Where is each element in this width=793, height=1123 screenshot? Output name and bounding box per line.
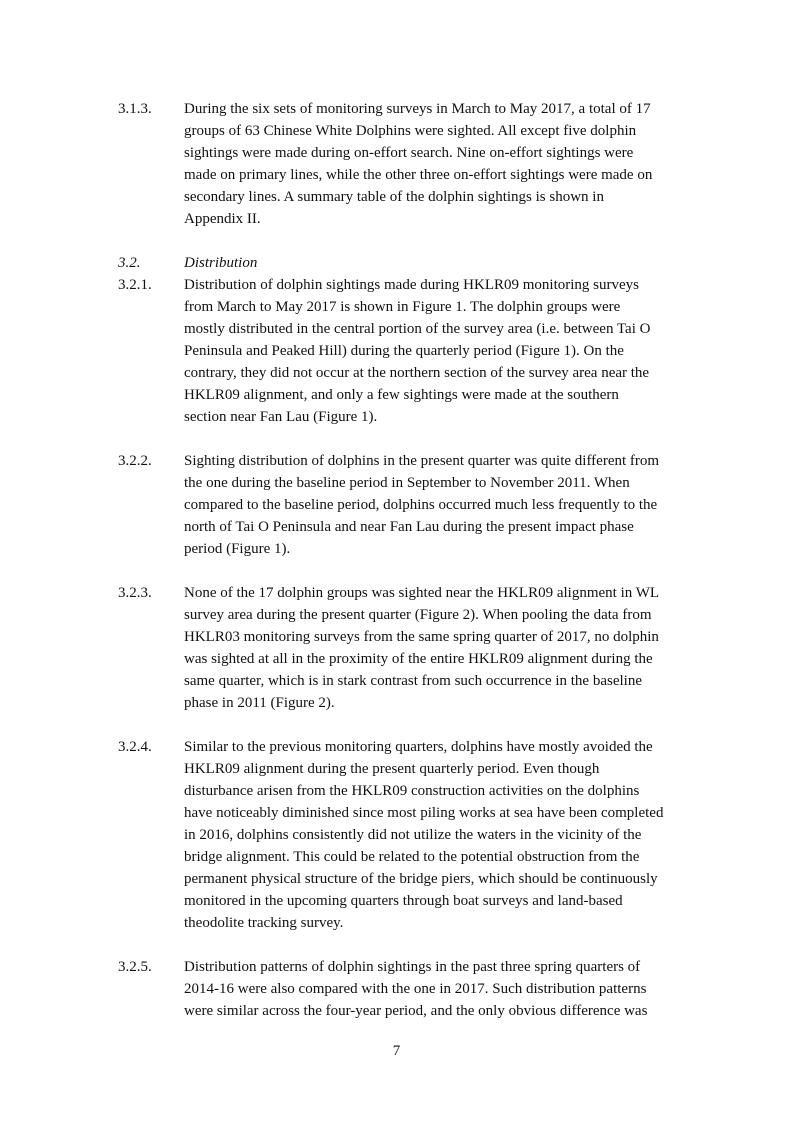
text-line: monitored in the upcoming quarters through boat surveys and land-based xyxy=(184,893,623,909)
paragraph-3-2-5 xyxy=(118,956,698,1022)
paragraph-number: 3.2.3. xyxy=(118,585,152,601)
text-line: have noticeably diminished since most piling works at sea have been completed xyxy=(184,805,664,821)
text-line: made on primary lines, while the other three on-effort sightings were made on xyxy=(184,167,653,183)
text-line: were similar across the four-year period, and the only obvious difference was xyxy=(184,1003,648,1019)
paragraph-3-1-3 xyxy=(118,98,698,230)
text-line: HKLR09 alignment, and only a few sightings were made at the southern xyxy=(184,387,619,403)
text-line: Appendix II. xyxy=(184,211,261,227)
text-line: contrary, they did not occur at the northern section of the survey area near the xyxy=(184,365,650,381)
text-line: compared to the baseline period, dolphins occurred much less frequently to the xyxy=(184,497,658,513)
paragraph-3-2-3 xyxy=(118,582,698,714)
text-line: from March to May 2017 is shown in Figure 1. The dolphin groups were xyxy=(184,299,621,315)
paragraph-text xyxy=(184,736,698,934)
text-line: secondary lines. A summary table of the dolphin sightings is shown in xyxy=(184,189,604,205)
text-line: groups of 63 Chinese White Dolphins were sighted. All except five dolphin xyxy=(184,123,637,139)
text-line: period (Figure 1). xyxy=(184,541,291,557)
text-line: Similar to the previous monitoring quarters, dolphins have mostly avoided the xyxy=(184,739,653,755)
text-line: None of the 17 dolphin groups was sighted near the HKLR09 alignment in WL xyxy=(184,585,660,601)
text-line: During the six sets of monitoring surveys in March to May 2017, a total of 17 xyxy=(184,101,651,117)
text-line: was sighted at all in the proximity of the entire HKLR09 alignment during the xyxy=(184,651,653,667)
paragraph-number: 3.2.5. xyxy=(118,959,152,975)
paragraph-number: 3.1.3. xyxy=(118,101,152,117)
text-line: HKLR09 alignment during the present quarterly period. Even though xyxy=(184,761,600,777)
text-line: phase in 2011 (Figure 2). xyxy=(184,695,335,711)
text-line: HKLR03 monitoring surveys from the same spring quarter of 2017, no dolphin xyxy=(184,629,659,645)
paragraph-number: 3.2.4. xyxy=(118,739,152,755)
text-line: mostly distributed in the central portion of the survey area (i.e. between Tai O xyxy=(184,321,651,337)
paragraph-text xyxy=(184,274,698,428)
text-line: sightings were made during on-effort search. Nine on-effort sightings were xyxy=(184,145,634,161)
text-line: Sighting distribution of dolphins in the present quarter was quite different from xyxy=(184,453,660,469)
text-line: theodolite tracking survey. xyxy=(184,915,344,931)
paragraph-3-2-1 xyxy=(118,274,698,428)
text-line: in 2016, dolphins consistently did not utilize the waters in the vicinity of the xyxy=(184,827,642,843)
text-line: bridge alignment. This could be related to the potential obstruction from the xyxy=(184,849,640,865)
paragraph-text xyxy=(184,956,698,1022)
paragraph-text xyxy=(184,98,698,230)
page-number: 7 xyxy=(392,1043,401,1059)
paragraph-number: 3.2.2. xyxy=(118,453,152,469)
paragraph-3-2-4 xyxy=(118,736,698,934)
text-line: Distribution patterns of dolphin sightings in the past three spring quarters of xyxy=(184,959,641,975)
text-line: north of Tai O Peninsula and near Fan Lau during the present impact phase xyxy=(184,519,634,535)
text-line: Distribution of dolphin sightings made during HKLR09 monitoring surveys xyxy=(184,277,639,293)
paragraph-number: 3.2.1. xyxy=(118,277,152,293)
paragraph-3-2-2 xyxy=(118,450,698,560)
text-line: Peninsula and Peaked Hill) during the quarterly period (Figure 1). On the xyxy=(184,343,624,359)
text-line: 2014-16 were also compared with the one in 2017. Such distribution patterns xyxy=(184,981,647,997)
text-line: survey area during the present quarter (Figure 2). When pooling the data from xyxy=(184,607,652,623)
text-line: disturbance arisen from the HKLR09 construction activities on the dolphins xyxy=(184,783,640,799)
text-line: permanent physical structure of the bridge piers, which should be continuously xyxy=(184,871,658,887)
text-line: same quarter, which is in stark contrast from such occurrence in the baseline xyxy=(184,673,642,689)
text-line: section near Fan Lau (Figure 1). xyxy=(184,409,378,425)
text-line: the one during the baseline period in September to November 2011. When xyxy=(184,475,630,491)
paragraph-text xyxy=(184,582,698,714)
paragraph-text xyxy=(184,450,698,560)
section-title: Distribution xyxy=(184,255,258,271)
section-number: 3.2. xyxy=(118,255,141,271)
section-heading-3-2 xyxy=(118,252,698,274)
